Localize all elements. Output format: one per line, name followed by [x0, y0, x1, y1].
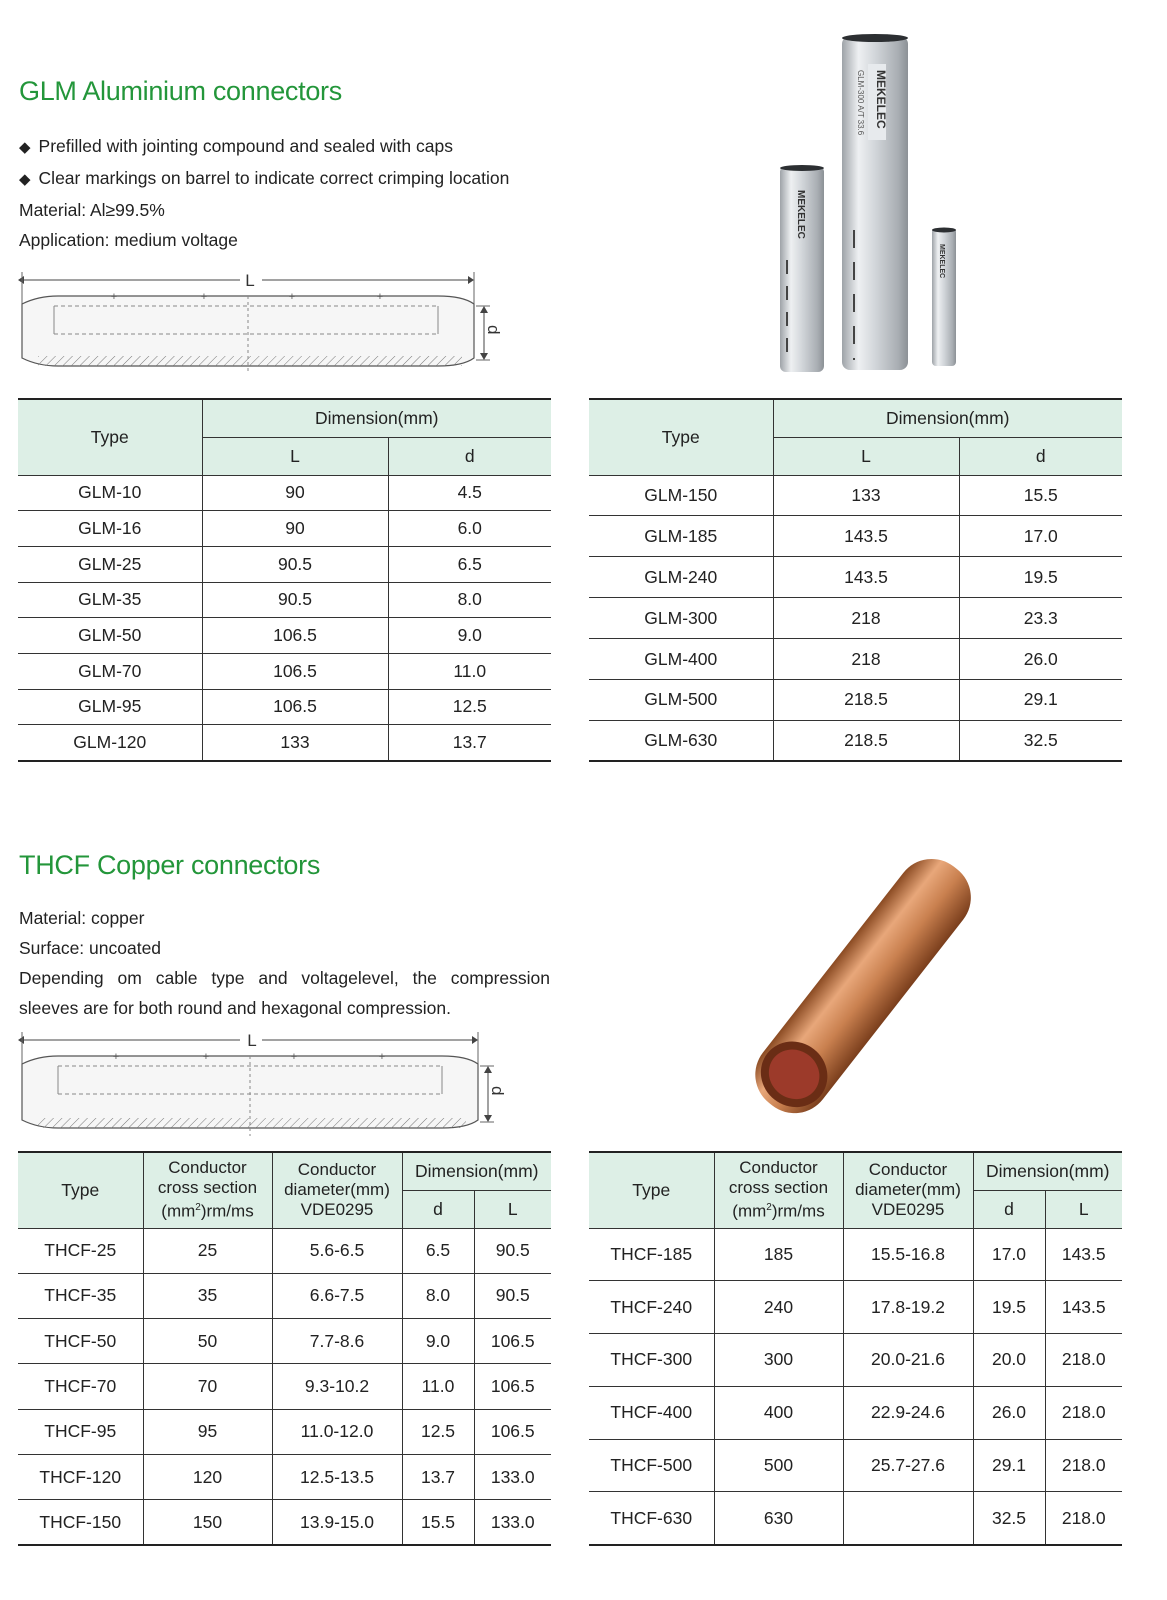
cell-d: 20.0: [973, 1334, 1045, 1387]
cell-L: 218.0: [1045, 1334, 1122, 1387]
thcf-surface: Surface: uncoated: [19, 938, 162, 958]
glm-left-header-L: L: [202, 437, 388, 475]
cell-type: GLM-240: [589, 557, 773, 598]
cell-section: 70: [143, 1364, 272, 1409]
cell-type: GLM-25: [18, 546, 202, 582]
cell-section: 35: [143, 1273, 272, 1318]
cell-L: 106.5: [474, 1319, 551, 1364]
cell-diameter: 20.0-21.6: [843, 1334, 973, 1387]
table-row: [589, 639, 1122, 680]
cell-L: 133.0: [474, 1454, 551, 1499]
cell-L: 106.5: [202, 689, 388, 725]
cell-L: 106.5: [474, 1409, 551, 1454]
glm-connectors-photo: [760, 30, 970, 375]
cell-type: GLM-400: [589, 639, 773, 680]
svg-text:+: +: [288, 291, 296, 303]
table-row: [18, 511, 551, 547]
cell-L: 90: [202, 511, 388, 547]
thcf-connector-photo: [720, 845, 1000, 1135]
cell-section: 500: [714, 1439, 843, 1492]
cell-d: 6.5: [388, 546, 551, 582]
thcf-desc-line-2: sleeves are for both round and hexagonal compression.: [19, 998, 451, 1018]
glm-left-header-type: Type: [18, 399, 202, 475]
cell-type: THCF-25: [18, 1228, 143, 1273]
cell-diameter: 11.0-12.0: [272, 1409, 402, 1454]
svg-text:+: +: [290, 1051, 298, 1063]
svg-text:+: +: [376, 291, 384, 303]
svg-text:MEKELEC: MEKELEC: [795, 190, 806, 239]
cell-L: 90.5: [474, 1273, 551, 1318]
svg-text:MEKELEC: MEKELEC: [938, 244, 945, 279]
thcf-material: Material: copper: [19, 908, 145, 928]
table-row: [18, 689, 551, 725]
cell-d: 6.0: [388, 511, 551, 547]
cell-d: 8.0: [388, 582, 551, 618]
cell-diameter: 9.3-10.2: [272, 1364, 402, 1409]
thcf-right-header-dimension: Dimension(mm): [973, 1152, 1122, 1190]
glm-right-header-d: d: [959, 437, 1122, 475]
table-row: [18, 653, 551, 689]
cell-d: 13.7: [388, 725, 551, 761]
cell-type: THCF-70: [18, 1364, 143, 1409]
cell-diameter: 22.9-24.6: [843, 1386, 973, 1439]
glm-length-label: L: [245, 271, 255, 290]
table-row: [589, 475, 1122, 516]
cell-d: 29.1: [959, 679, 1122, 720]
cell-d: 12.5: [388, 689, 551, 725]
glm-right-header-dimension: Dimension(mm): [773, 399, 1122, 437]
cell-diameter: 13.9-15.0: [272, 1500, 402, 1545]
cell-type: GLM-10: [18, 475, 202, 511]
cell-type: THCF-500: [589, 1439, 714, 1492]
cell-d: 19.5: [973, 1281, 1045, 1334]
cell-d: 29.1: [973, 1439, 1045, 1492]
cell-type: GLM-630: [589, 720, 773, 761]
glm-application: Application: medium voltage: [19, 230, 238, 250]
cell-type: THCF-300: [589, 1334, 714, 1387]
cell-d: 4.5: [388, 475, 551, 511]
cell-d: 32.5: [973, 1492, 1045, 1545]
cell-d: 32.5: [959, 720, 1122, 761]
glm-table-right: [589, 398, 1122, 762]
table-row: [18, 1500, 551, 1545]
cell-section: 240: [714, 1281, 843, 1334]
thcf-desc-line-1: Depending om cable type and voltagelevel, the compression: [19, 968, 550, 988]
cell-L: 106.5: [202, 618, 388, 654]
cell-L: 143.5: [1045, 1228, 1122, 1281]
cell-diameter: 25.7-27.6: [843, 1439, 973, 1492]
thcf-left-header-d: d: [402, 1190, 474, 1228]
cell-d: 9.0: [402, 1319, 474, 1364]
glm-diameter-label: d: [484, 325, 503, 335]
cell-diameter: 6.6-7.5: [272, 1273, 402, 1318]
cell-type: THCF-185: [589, 1228, 714, 1281]
cell-L: 106.5: [202, 653, 388, 689]
table-row: [589, 1281, 1122, 1334]
cell-type: GLM-120: [18, 725, 202, 761]
cell-type: THCF-35: [18, 1273, 143, 1318]
cell-d: 17.0: [959, 516, 1122, 557]
thcf-table-left: [18, 1151, 551, 1546]
cell-type: GLM-500: [589, 679, 773, 720]
cell-L: 143.5: [773, 557, 959, 598]
cell-L: 218: [773, 639, 959, 680]
cell-d: 19.5: [959, 557, 1122, 598]
cell-d: 9.0: [388, 618, 551, 654]
cell-diameter: 15.5-16.8: [843, 1228, 973, 1281]
cell-section: 150: [143, 1500, 272, 1545]
table-row: [18, 1364, 551, 1409]
table-row: [18, 1228, 551, 1273]
thcf-left-header-section: Conductor cross section $(mm^2)rm/ms$: [143, 1152, 272, 1228]
cell-L: 90.5: [474, 1228, 551, 1273]
cell-type: GLM-35: [18, 582, 202, 618]
cell-L: 218.0: [1045, 1439, 1122, 1492]
table-row: [18, 1319, 551, 1364]
table-row: [18, 618, 551, 654]
table-row: [18, 582, 551, 618]
cell-diameter: 7.7-8.6: [272, 1319, 402, 1364]
thcf-table-right: [589, 1151, 1122, 1546]
thcf-right-header-section: Conductor cross section $(mm^2)rm/ms$: [714, 1152, 843, 1228]
thcf-dimension-drawing: [18, 1026, 507, 1138]
thcf-left-header-dimension: Dimension(mm): [402, 1152, 551, 1190]
cell-type: GLM-50: [18, 618, 202, 654]
cell-L: 90: [202, 475, 388, 511]
table-row: [589, 598, 1122, 639]
cell-L: 143.5: [1045, 1281, 1122, 1334]
table-row: [18, 1454, 551, 1499]
table-row: [589, 1386, 1122, 1439]
cell-diameter: 5.6-6.5: [272, 1228, 402, 1273]
cell-L: 218.0: [1045, 1492, 1122, 1545]
glm-right-header-type: Type: [589, 399, 773, 475]
thcf-right-header-type: Type: [589, 1152, 714, 1228]
cell-d: 26.0: [959, 639, 1122, 680]
thcf-left-header-L: L: [474, 1190, 551, 1228]
cell-type: GLM-16: [18, 511, 202, 547]
glm-material: Material: Al≥99.5%: [19, 200, 165, 220]
table-row: [589, 679, 1122, 720]
thcf-diameter-label: d: [488, 1086, 507, 1096]
table-row: [18, 546, 551, 582]
table-row: [589, 1228, 1122, 1281]
cell-type: GLM-300: [589, 598, 773, 639]
table-row: [589, 720, 1122, 761]
glm-bullet-1: ◆ Prefilled with jointing compound and sealed with caps: [19, 131, 579, 163]
cell-type: GLM-95: [18, 689, 202, 725]
cell-section: 630: [714, 1492, 843, 1545]
cell-type: THCF-240: [589, 1281, 714, 1334]
copper-sleeve: [741, 844, 986, 1127]
cell-d: 15.5: [959, 475, 1122, 516]
table-row: [589, 1334, 1122, 1387]
glm-photo-brand: MEKELEC: [874, 70, 888, 129]
table-row: [18, 1409, 551, 1454]
cell-type: THCF-630: [589, 1492, 714, 1545]
glm-features: [19, 131, 579, 255]
cell-section: 95: [143, 1409, 272, 1454]
cell-d: 6.5: [402, 1228, 474, 1273]
cell-L: 90.5: [202, 582, 388, 618]
thcf-right-header-L: L: [1045, 1190, 1122, 1228]
cell-type: GLM-70: [18, 653, 202, 689]
glm-left-header-dimension: Dimension(mm): [202, 399, 551, 437]
cell-diameter: 12.5-13.5: [272, 1454, 402, 1499]
glm-bullet-2: ◆ Clear markings on barrel to indicate correct crimping location: [19, 163, 579, 195]
table-row: [589, 557, 1122, 598]
table-row: [589, 1439, 1122, 1492]
thcf-description: [19, 903, 550, 1023]
cell-diameter: [843, 1492, 973, 1545]
thcf-right-header-d: d: [973, 1190, 1045, 1228]
cell-diameter: 17.8-19.2: [843, 1281, 973, 1334]
cell-section: 400: [714, 1386, 843, 1439]
cell-d: 15.5: [402, 1500, 474, 1545]
cell-L: 133: [773, 475, 959, 516]
cell-section: 50: [143, 1319, 272, 1364]
table-row: [18, 1273, 551, 1318]
glm-title: GLM Aluminium connectors: [19, 76, 342, 106]
cell-section: 25: [143, 1228, 272, 1273]
cell-d: 23.3: [959, 598, 1122, 639]
svg-text:+: +: [112, 1051, 120, 1063]
cell-L: 218.5: [773, 720, 959, 761]
svg-text:+: +: [200, 291, 208, 303]
thcf-right-header-diameter: Conductor diameter(mm) VDE0295: [843, 1152, 973, 1228]
glm-right-header-L: L: [773, 437, 959, 475]
table-row: [18, 475, 551, 511]
cell-section: 185: [714, 1228, 843, 1281]
glm-dimension-drawing: [18, 266, 503, 376]
cell-L: 218: [773, 598, 959, 639]
cell-type: THCF-150: [18, 1500, 143, 1545]
glm-photo-marking: GLM-300 A/T 33.6: [856, 70, 865, 136]
glm-left-header-d: d: [388, 437, 551, 475]
table-row: [589, 516, 1122, 557]
cell-d: 13.7: [402, 1454, 474, 1499]
cell-d: 12.5: [402, 1409, 474, 1454]
cell-type: THCF-95: [18, 1409, 143, 1454]
cell-L: 133.0: [474, 1500, 551, 1545]
cell-type: THCF-400: [589, 1386, 714, 1439]
table-row: [589, 1492, 1122, 1545]
cell-L: 218.0: [1045, 1386, 1122, 1439]
table-row: [18, 725, 551, 761]
cell-L: 143.5: [773, 516, 959, 557]
cell-d: 26.0: [973, 1386, 1045, 1439]
thcf-title: THCF Copper connectors: [19, 850, 321, 880]
thcf-left-header-type: Type: [18, 1152, 143, 1228]
thcf-left-header-diameter: Conductor diameter(mm) VDE0295: [272, 1152, 402, 1228]
cell-section: 120: [143, 1454, 272, 1499]
cell-d: 8.0: [402, 1273, 474, 1318]
svg-text:+: +: [202, 1051, 210, 1063]
cell-L: 133: [202, 725, 388, 761]
cell-d: 11.0: [388, 653, 551, 689]
thcf-length-label: L: [247, 1031, 257, 1050]
svg-text:+: +: [110, 291, 118, 303]
cell-type: GLM-150: [589, 475, 773, 516]
cell-type: GLM-185: [589, 516, 773, 557]
svg-text:+: +: [378, 1051, 386, 1063]
glm-table-left: [18, 398, 551, 762]
cell-L: 90.5: [202, 546, 388, 582]
cell-d: 11.0: [402, 1364, 474, 1409]
cell-L: 106.5: [474, 1364, 551, 1409]
cell-type: THCF-120: [18, 1454, 143, 1499]
cell-section: 300: [714, 1334, 843, 1387]
cell-type: THCF-50: [18, 1319, 143, 1364]
cell-d: 17.0: [973, 1228, 1045, 1281]
cell-L: 218.5: [773, 679, 959, 720]
